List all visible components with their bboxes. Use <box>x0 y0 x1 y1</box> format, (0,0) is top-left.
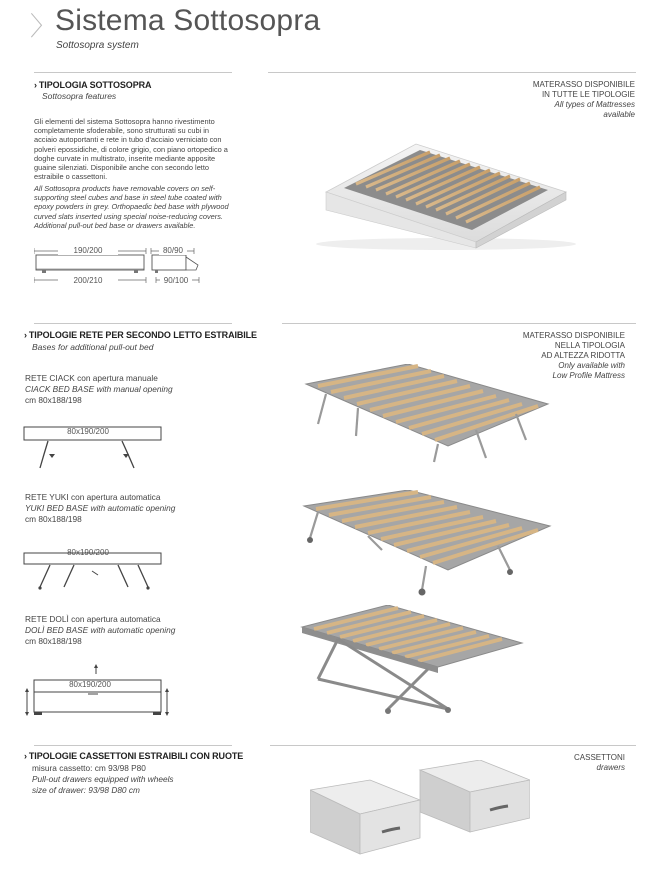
section3-drawers-note: CASSETTONI drawers <box>574 753 625 772</box>
drawers-image <box>310 760 530 855</box>
section1-right-rule <box>268 72 636 73</box>
section3-right-rule <box>270 745 636 746</box>
header-chevron-icon: 〉 <box>30 11 57 41</box>
yuki-bed-base-image <box>298 490 558 600</box>
section2-heading: › TIPOLOGIE RETE PER SECONDO LETTO ESTRAIBILE <box>24 330 257 340</box>
dim-side-top: 80/90 <box>159 246 187 255</box>
section3-text: misura cassetto: cm 93/98 P80 Pull-out drawers equipped with wheels size of drawer: 93/98 D80 cm <box>32 763 174 795</box>
doli-dimension-drawing <box>22 662 172 722</box>
section2-subheading: Bases for additional pull-out bed <box>32 342 154 352</box>
section1-mattress-note: MATERASSO DISPONIBILE IN TUTTE LE TIPOLOGIE All types of Mattresses available <box>532 80 635 119</box>
yuki-dim: 80x190/200 <box>67 548 109 557</box>
section1-subheading: Sottosopra features <box>42 91 117 101</box>
dim-side-bottom: 90/100 <box>160 276 192 285</box>
doli-bed-base-image <box>298 605 528 720</box>
dim-bed-top: 190/200 <box>58 246 118 255</box>
doli-dim: 80x190/200 <box>69 680 111 689</box>
ciack-bed-base-image <box>298 364 558 464</box>
yuki-product-text: RETE YUKI con apertura automatica YUKI BED BASE with automatic opening cm 80x188/198 <box>25 492 176 524</box>
section3-left-rule <box>34 745 232 746</box>
doli-product-text: RETE DOLÌ con apertura automatica DOLÌ BED BASE with automatic opening cm 80x188/198 <box>25 614 176 646</box>
section1-heading: › TIPOLOGIA SOTTOSOPRA <box>34 80 152 90</box>
section2-left-rule <box>34 323 232 324</box>
page-title: Sistema Sottosopra <box>55 4 321 37</box>
ciack-product-text: RETE CIACK con apertura manuale CIACK BED BASE with manual opening cm 80x188/198 <box>25 373 173 405</box>
section1-text-en: All Sottosopra products have removable covers on self-supporting steel cubes and base in steel tube coated with epoxy powders in grey. Orthopaedic bed base with plywood curved slats inserted using special noise-reducing covers. Additional pull-out bed base or drawers available. <box>34 184 229 230</box>
dim-bed-bottom: 200/210 <box>58 276 118 285</box>
section1-text-it: Gli elementi del sistema Sottosopra hanno rivestimento completamente sfoderabile, sono strutturati su cubi in acciaio autoportanti e rete in tubo d'acciaio verniciato con polveri epossidiche, di colore grigio, con piano ortopedico a doghe curvate in multistrato, inserite mediante apposite guaine silenziati. Disponibile anche con secondo letto estraibile o cassettoni. <box>34 117 228 182</box>
section2-mattress-note: MATERASSO DISPONIBILE NELLA TIPOLOGIA AD ALTEZZA RIDOTTA Only available with Low Profile Mattress <box>522 331 625 380</box>
section3-heading: › TIPOLOGIE CASSETTONI ESTRAIBILI CON RUOTE <box>24 751 244 761</box>
section1-left-rule <box>34 72 232 73</box>
page-subtitle: Sottosopra system <box>56 40 139 51</box>
sottosopra-bed-image <box>296 122 576 252</box>
ciack-dim: 80x190/200 <box>67 427 109 436</box>
section2-right-rule <box>282 323 636 324</box>
